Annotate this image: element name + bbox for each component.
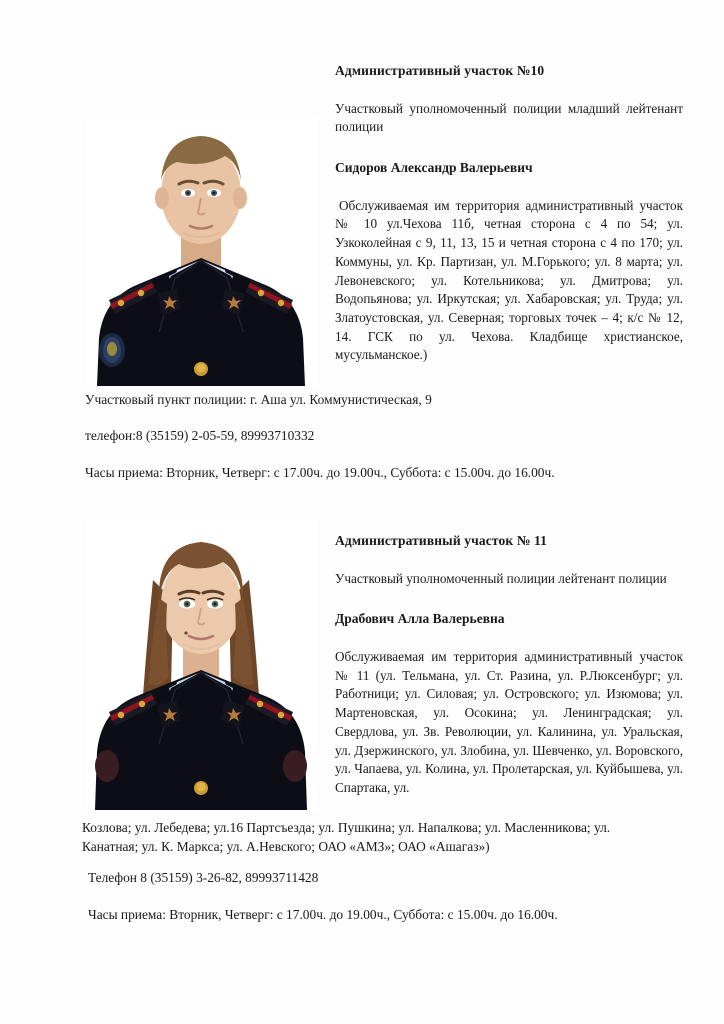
section-2-heading: Административный участок № 11 bbox=[335, 533, 548, 548]
section-2-officer-photo bbox=[85, 520, 317, 810]
section-1-police-station: Участковый пункт полиции: г. Аша ул. Коммунистическая, 9 bbox=[85, 392, 432, 407]
section-2-text-column bbox=[335, 532, 683, 798]
section-2-area-description: Обслуживаемая им территория административный участок № 11 (ул. Тельмана, ул. Ст. Разина, ул. Р.Люксенбург; ул. Работници; ул. Силовая; ул. Островского; ул. Изюмова; ул. Мартеновская, ул. Осокина; ул. Ленинградская; ул. Свердлова, ул. Зв. Революции, ул. Калинина, ул. Уральская, ул. Дзержинского, ул. Злобина, ул. Шевченко, ул. Воровского, ул. Чапаева, ул. Колина, ул. Пролетарская, ул. Куйбышева, ул. Спартака, ул. bbox=[335, 648, 683, 795]
section-1-officer-photo bbox=[85, 118, 317, 386]
officer-portrait-male-illustration bbox=[85, 118, 317, 386]
section-1-phone: телефон:8 (35159) 2-05-59, 89993710332 bbox=[85, 428, 315, 444]
section-1-role: Участковый уполномоченный полиции младший лейтенант полиции bbox=[335, 100, 683, 135]
section-1-contact-block bbox=[85, 390, 685, 482]
section-1-text-column bbox=[335, 62, 683, 365]
officer-portrait-female-illustration bbox=[85, 520, 317, 810]
section-2-area-continuation-line-2: Канатная; ул. К. Маркса; ул. А.Невского; ОАО «АМЗ»; ОАО «Ашагаз») bbox=[82, 839, 490, 855]
section-2-officer-name: Драбович Алла Валерьевна bbox=[335, 611, 505, 627]
section-2-area-continuation bbox=[82, 818, 687, 857]
section-1-officer-name: Сидоров Александр Валерьевич bbox=[335, 160, 533, 176]
section-1-heading: Административный участок №10 bbox=[335, 63, 545, 78]
section-1-area-description: Обслуживаемая им территория административный участок № 10 ул.Чехова 11б, четная сторона с 4 по 54; ул. Узкоколейная с 9, 11, 13, 15 и четная сторона с 4 по 170; ул. Коммуны, ул. Кр. Партизан, ул. М.Горького; ул. 8 марта; ул. Левоневского; ул. Котельникова; ул. Дмитрова; ул. Водопьянова; ул. Иркутская; ул. Хабаровская; ул. Труда; ул. Златоустовская, ул. Северная; торговых точек – 4; к/с № 12, 14. ГСК по ул. Чехова. Кладбище христианское, мусульманское.) bbox=[335, 197, 683, 363]
section-2-phone: Телефон 8 (35159) 3-26-82, 89993711428 bbox=[88, 870, 319, 885]
section-2-contact-block bbox=[88, 868, 688, 925]
section-1-reception-hours: Часы приема: Вторник, Четверг: с 17.00ч. до 19.00ч., Суббота: с 15.00ч. до 16.00ч. bbox=[85, 464, 555, 480]
section-2-reception-hours: Часы приема: Вторник, Четверг: с 17.00ч. до 19.00ч., Суббота: с 15.00ч. до 16.00ч. bbox=[88, 907, 558, 923]
section-2-area-continuation-line-1: Козлова; ул. Лебедева; ул.16 Партсъезда; ул. Пушкина; ул. Напалкова; ул. Масленникова; ул. bbox=[82, 820, 611, 835]
section-2-role: Участковый уполномоченный полиции лейтенант полиции bbox=[335, 570, 667, 586]
